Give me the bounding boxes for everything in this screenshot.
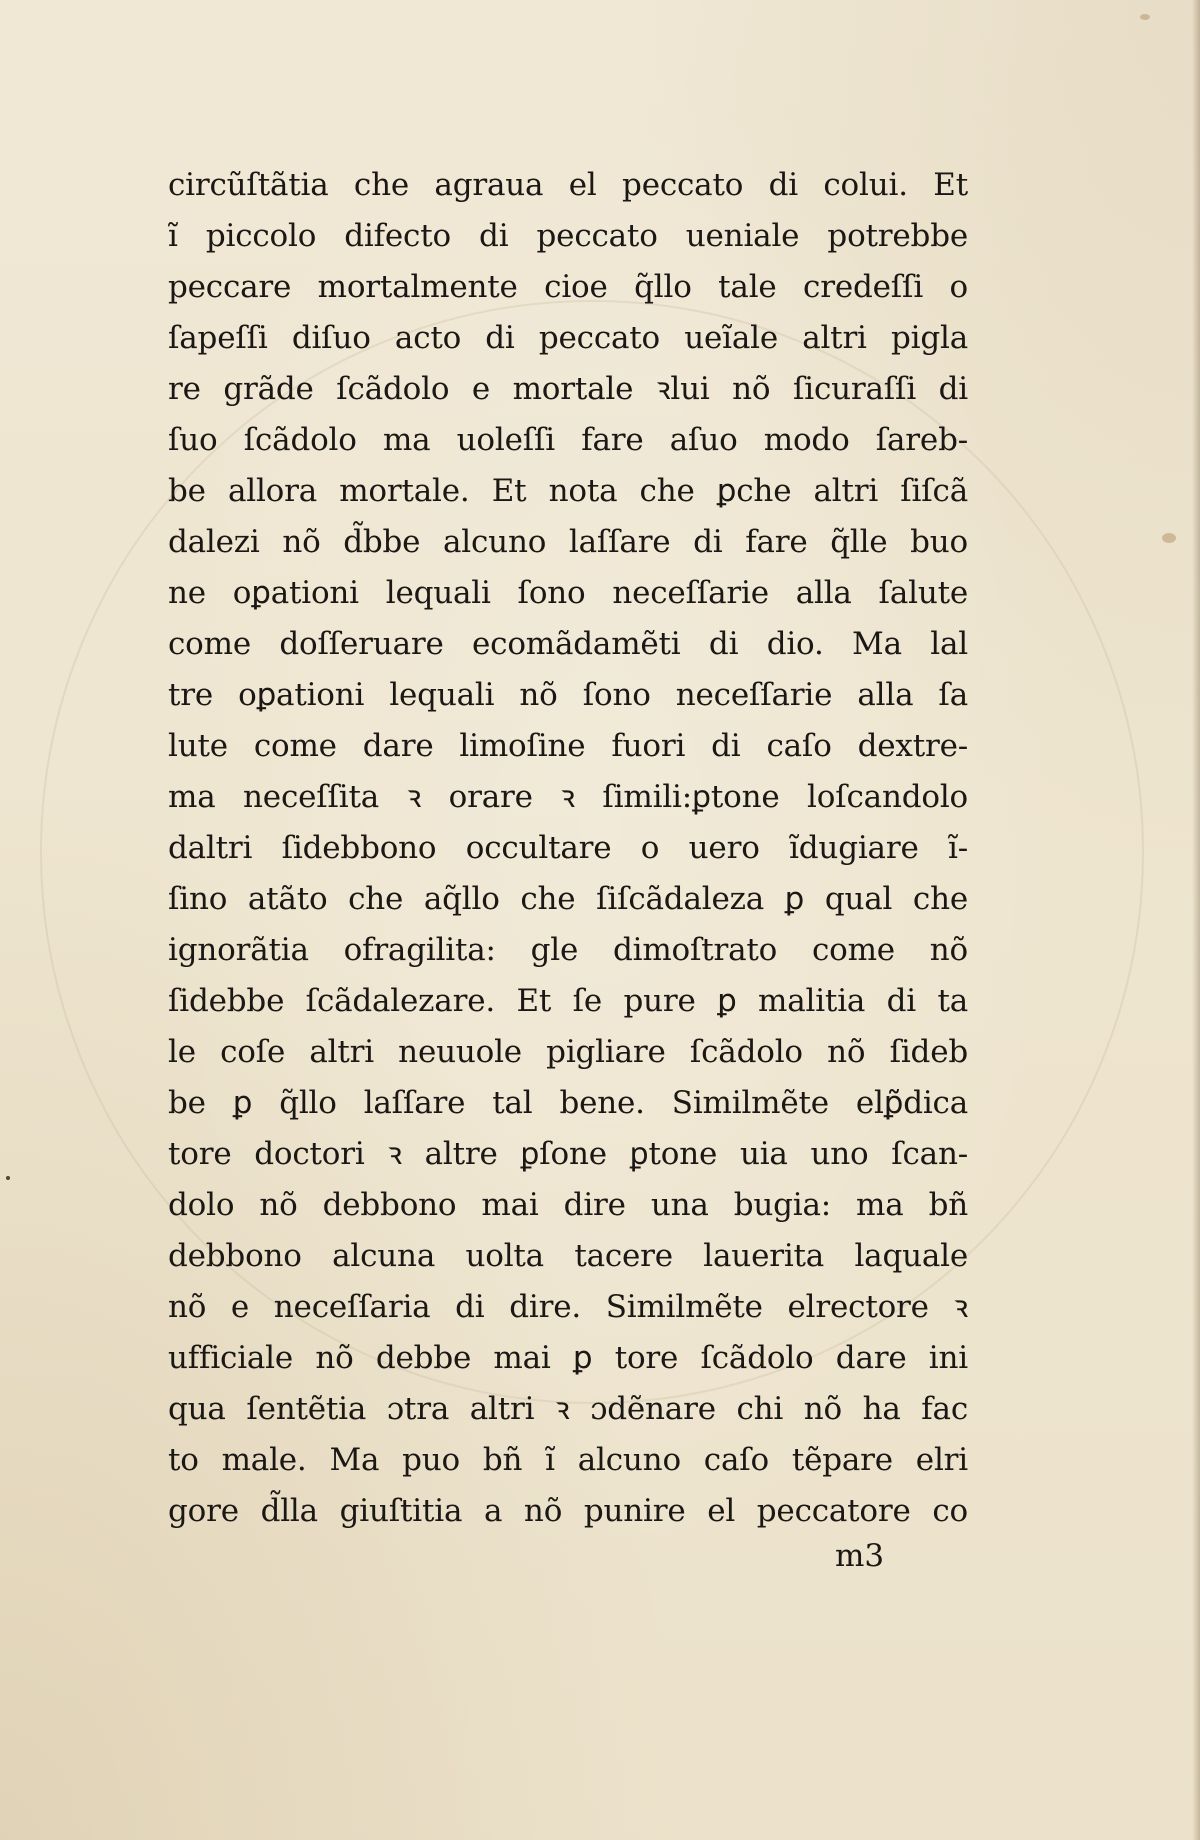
text-line: ſuo ſcãdolo ma uoleſſi fare aſuo modo ſareb- [168,422,968,458]
text-line: ufficiale nõ debbe mai ꝑ tore ſcãdolo dare ini [168,1340,968,1376]
text-column [168,160,968,1537]
text-line: be ꝑ q̃llo laſſare tal bene. Similmẽte elꝑ̃dica [168,1085,968,1121]
text-line: be allora mortale. Et nota che ꝑche altri ſiſcã [168,473,968,509]
text-line: ĩ piccolo difecto di peccato ueniale potrebbe [168,218,968,254]
foxing-spot [1162,533,1176,543]
text-line: le coſe altri neuuole pigliare ſcãdolo nõ ſideb [168,1034,968,1070]
text-line: qua ſentẽtia ɔtra altri ꝛ ɔdẽnare chi nõ ha fac [168,1391,968,1427]
text-line: re grãde ſcãdolo e mortale ꝛlui nõ ſicuraſſi di [168,371,968,407]
text-line: come doſſeruare ecomãdamẽti di dio. Ma lal [168,626,968,662]
text-line: nõ e neceſſaria di dire. Similmẽte elrectore ꝛ [168,1289,968,1325]
text-line: tore doctori ꝛ altre ꝑſone ꝑtone uia uno ſcan- [168,1136,968,1172]
text-line: ne oꝑationi lequali ſono neceſſarie alla ſalute [168,575,968,611]
text-line: ignorãtia ofragilita: gle dimoſtrato come nõ [168,932,968,968]
text-line: circũſtãtia che agraua el peccato di colui. Et [168,167,968,203]
text-line: to male. Ma puo bñ ĩ alcuno caſo tẽpare elri [168,1442,968,1478]
text-line: peccare mortalmente cioe q̃llo tale credeſſi o [168,269,968,305]
text-line: ſidebbe ſcãdalezare. Et ſe pure ꝑ malitia di ta [168,983,968,1019]
text-line: gore d̃lla giuſtitia a nõ punire el peccatore co [168,1493,968,1529]
text-line: dolo nõ debbono mai dire una bugia: ma bñ [168,1187,968,1223]
text-line: ma neceſſita ꝛ orare ꝛ ſimili:ꝑtone loſcandolo [168,779,968,815]
signature-mark: m3 [835,1538,885,1574]
text-line: daltri ſidebbono occultare o uero ĩdugiare ĩ- [168,830,968,866]
foxing-spot [6,1176,10,1180]
text-line: debbono alcuna uolta tacere lauerita laquale [168,1238,968,1274]
text-line: lute come dare limoſine fuori di caſo dextre- [168,728,968,764]
text-line: ſino atãto che aq̃llo che ſiſcãdaleza ꝑ qual che [168,881,968,917]
text-line: tre oꝑationi lequali nõ ſono neceſſarie alla ſa [168,677,968,713]
text-line: ſapeſſi diſuo acto di peccato ueĩale altri pigla [168,320,968,356]
foxing-spot [1140,14,1150,20]
page-edge [1192,0,1200,1840]
text-line: dalezi nõ d̃bbe alcuno laſſare di fare q̃lle buo [168,524,968,560]
